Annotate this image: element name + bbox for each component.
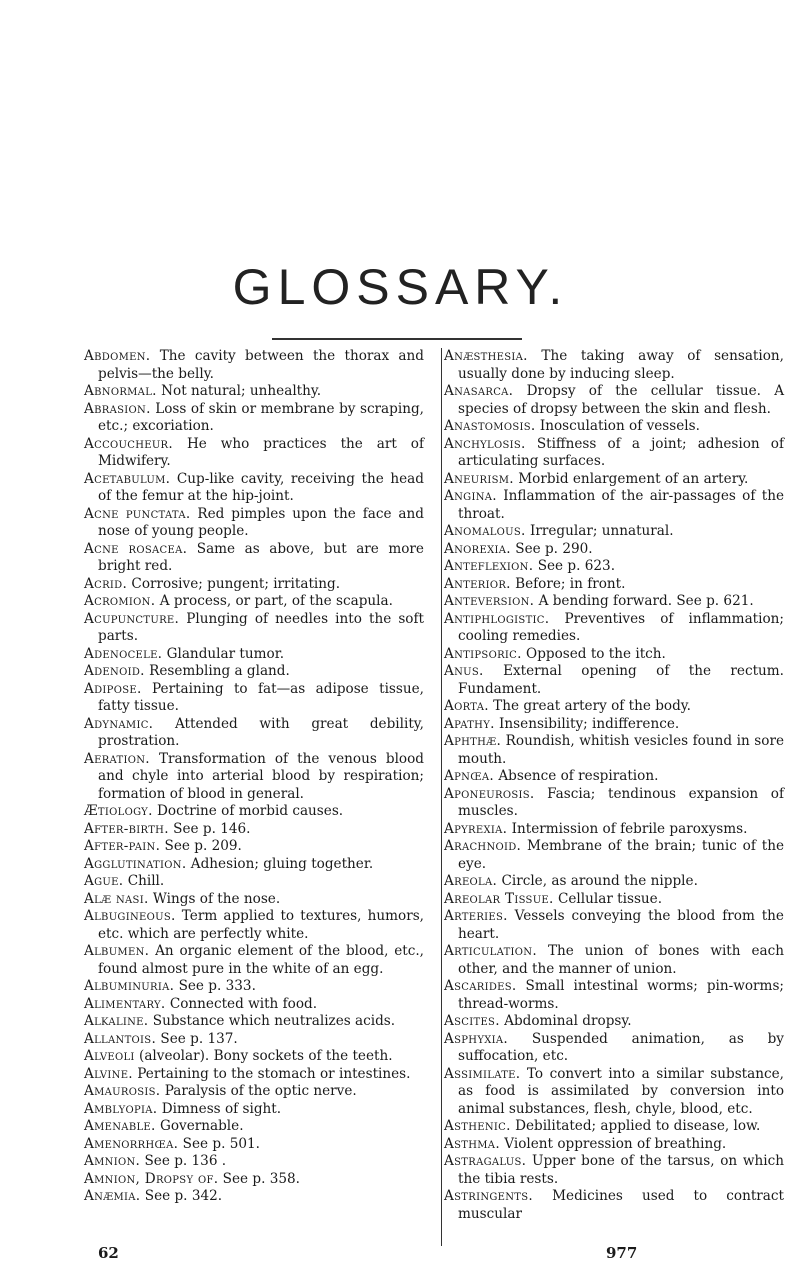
glossary-definition: To convert into a similar substance, as food is assimilated by conversion into animal substances, flesh, chyle, blood, etc. [458, 1065, 784, 1117]
glossary-definition: Opposed to the itch. [526, 645, 666, 662]
glossary-term: Albugineous. [84, 908, 176, 924]
glossary-entry [84, 471, 424, 506]
glossary-definition: Pertaining to fat—as adipose tissue, fatty tissue. [98, 680, 425, 714]
glossary-definition: Doctrine of morbid causes. [157, 803, 344, 819]
glossary-definition: Cellular tissue. [557, 890, 663, 907]
glossary-definition: The taking away of sensation, usually done by inducing sleep. [458, 348, 784, 382]
glossary-entry [84, 1031, 424, 1049]
glossary-definition: See p. 358. [222, 1170, 301, 1187]
glossary-entry [84, 891, 424, 909]
glossary-entry [444, 873, 784, 891]
glossary-definition: See p. 137. [160, 1030, 238, 1047]
glossary-term: Arteries. [444, 908, 508, 924]
glossary-entry [444, 1188, 784, 1223]
glossary-term: Apathy. [444, 715, 495, 732]
glossary-definition: Upper bone of the tarsus, on which the tibia rests. [458, 1153, 784, 1187]
glossary-term: Apyrexia. [444, 820, 508, 837]
glossary-definition: Transformation of the venous blood and chyle into arterial blood by respiration; formation of blood in general. [98, 750, 424, 802]
glossary-term: Anæsthesia. [444, 348, 528, 364]
glossary-entry [84, 821, 424, 839]
glossary-definition: Medicines used to contract muscular [458, 1188, 784, 1222]
glossary-entry [444, 611, 784, 646]
glossary-term: Anteversion. [444, 593, 535, 609]
glossary-term: Acrid. [84, 575, 128, 592]
glossary-term: Ague. [84, 873, 124, 889]
glossary-definition: See p. 623. [537, 558, 616, 574]
glossary-term: Ætiology. [84, 803, 153, 819]
glossary-term: Anus. [444, 663, 484, 679]
glossary-entry [84, 1083, 424, 1101]
glossary-definition: Irregular; unnatural. [530, 523, 674, 539]
glossary-definition: Wings of the nose. [152, 890, 281, 907]
glossary-entry [84, 646, 424, 664]
glossary-definition: Dropsy of the cellular tissue. A species of dropsy between the skin and flesh. [458, 383, 785, 417]
glossary-definition: External opening of the rectum. Fundament. [458, 663, 785, 697]
glossary-term: Amaurosis. [84, 1083, 161, 1099]
glossary-term: Asphyxia. [444, 1030, 509, 1047]
glossary-definition: Connected with food. [169, 995, 318, 1012]
glossary-entry [444, 576, 784, 594]
glossary-definition: A bending forward. See p. 621. [538, 593, 754, 609]
glossary-definition: Glandular tumor. [166, 645, 285, 662]
glossary-entry [84, 1153, 424, 1171]
glossary-entry [444, 698, 784, 716]
glossary-definition: Inflammation of the air-passages of the throat. [458, 488, 785, 522]
glossary-entry [444, 838, 784, 873]
glossary-definition: Circle, as around the nipple. [501, 873, 698, 889]
glossary-term: Areola. [444, 873, 498, 889]
glossary-definition: Attended with great debility, prostration. [98, 715, 424, 749]
glossary-definition: Loss of skin or membrane by scraping, etc.; excoriation. [98, 400, 424, 434]
glossary-entry [84, 1048, 424, 1066]
glossary-definition: See p. 290. [515, 540, 593, 557]
glossary-entry [444, 908, 784, 943]
glossary-term: Accoucheur. [84, 435, 173, 452]
glossary-entry [444, 716, 784, 734]
glossary-entry [84, 856, 424, 874]
glossary-term: Amnion. [84, 1153, 141, 1169]
glossary-term: Astragalus. [444, 1153, 527, 1169]
glossary-entry [84, 908, 424, 943]
glossary-term: Anteflexion. [444, 558, 534, 574]
glossary-entry [444, 1136, 784, 1154]
glossary-term: Anomalous. [444, 523, 526, 539]
page-number-right: 977 [606, 1244, 638, 1262]
glossary-term: Adynamic. [84, 715, 154, 732]
glossary-definition: Debilitated; applied to disease, low. [515, 1118, 761, 1134]
glossary-entry [444, 1031, 784, 1066]
glossary-term: Acne rosacea. [84, 540, 188, 557]
glossary-entry [84, 943, 424, 978]
glossary-entry [84, 803, 424, 821]
glossary-entry [84, 576, 424, 594]
glossary-definition: Suspended animation, as by suffocation, etc. [458, 1030, 784, 1064]
glossary-term: Aeration. [84, 750, 150, 767]
glossary-definition: See p. 342. [144, 1188, 223, 1204]
glossary-entry [84, 593, 424, 611]
glossary-term: Anasarca. [444, 383, 514, 399]
glossary-term: Assimilate. [444, 1065, 521, 1082]
glossary-term: Alimentary. [84, 995, 166, 1012]
glossary-definition: Substance which neutralizes acids. [152, 1013, 396, 1029]
glossary-term: Alveoli [84, 1048, 135, 1064]
glossary-entry [84, 978, 424, 996]
glossary-entry [84, 663, 424, 681]
glossary-entry [444, 1066, 784, 1119]
glossary-entry [84, 1013, 424, 1031]
glossary-term: Acromion. [84, 593, 156, 609]
glossary-term: Agglutination. [84, 855, 187, 872]
glossary-term: Acupuncture. [84, 610, 180, 627]
glossary-definition: Term applied to textures, humors, etc. which are perfectly white. [98, 908, 425, 942]
glossary-entry [444, 558, 784, 576]
glossary-entry [84, 348, 424, 383]
glossary-term: Acne punctata. [84, 505, 191, 522]
glossary-definition: Fascia; tendinous expansion of muscles. [458, 785, 784, 819]
glossary-entry [84, 436, 424, 471]
glossary-entry [444, 891, 784, 909]
glossary-definition: The union of bones with each other, and the manner of union. [458, 943, 784, 977]
glossary-entry [444, 436, 784, 471]
glossary-entry [444, 943, 784, 978]
glossary-term: Abrasion. [84, 400, 151, 417]
glossary-entry [84, 873, 424, 891]
glossary-entry [444, 383, 784, 418]
glossary-definition: See p. 146. [173, 820, 251, 837]
glossary-definition: Vessels conveying the blood from the heart. [458, 908, 784, 942]
glossary-term: Alæ nasi. [84, 890, 149, 907]
glossary-term: Asthma. [444, 1135, 500, 1152]
glossary-entry [84, 1118, 424, 1136]
glossary-definition: Chill. [127, 873, 165, 889]
glossary-term: Astringents. [444, 1188, 534, 1204]
glossary-definition: The great artery of the body. [493, 698, 692, 714]
glossary-term: Antiphlogistic. [444, 610, 550, 627]
glossary-definition: Corrosive; pungent; irritating. [131, 575, 341, 592]
glossary-term: Ascarides. [444, 978, 517, 994]
glossary-definition: Pertaining to the stomach or intestines. [137, 1065, 411, 1082]
glossary-term: Arachnoid. [444, 838, 522, 854]
glossary-definition: Preventives of inflammation; cooling remedies. [458, 610, 784, 644]
glossary-term: Articulation. [444, 943, 537, 959]
glossary-entry [444, 593, 784, 611]
glossary-entry [84, 1188, 424, 1206]
glossary-definition: See p. 136 . [144, 1153, 227, 1169]
glossary-term: Allantois. [84, 1030, 157, 1047]
glossary-term: Apnœa. [444, 768, 495, 784]
glossary-term: After-birth. [84, 820, 169, 837]
glossary-term: Antipsoric. [444, 645, 522, 662]
glossary-term: Anterior. [444, 575, 511, 592]
glossary-entry [84, 506, 424, 541]
glossary-term: Amenorrhœa. [84, 1135, 179, 1152]
glossary-definition: Roundish, whitish vesicles found in sore mouth. [458, 733, 784, 767]
glossary-term: Adenoid. [84, 663, 145, 679]
glossary-term: Amblyopia. [84, 1100, 158, 1117]
glossary-entry [84, 751, 424, 804]
glossary-definition: Inosculation of vessels. [539, 418, 700, 434]
glossary-term: Anorexia. [444, 540, 511, 557]
glossary-entry [444, 768, 784, 786]
glossary-term: Albumen. [84, 943, 150, 959]
glossary-term: Anchylosis. [444, 435, 526, 452]
glossary-definition: An organic element of the blood, etc., found almost pure in the white of an egg. [98, 943, 424, 977]
glossary-definition: A process, or part, of the scapula. [159, 593, 393, 609]
glossary-definition: Violent oppression of breathing. [504, 1135, 727, 1152]
glossary-term: Ascites. [444, 1013, 500, 1029]
glossary-column-left [84, 348, 424, 1206]
glossary-term: Amnion, Dropsy of. [84, 1170, 219, 1187]
glossary-term: Alkaline. [84, 1013, 149, 1029]
glossary-term: Aphthæ. [444, 733, 502, 749]
glossary-entry [84, 681, 424, 716]
glossary-entry [84, 838, 424, 856]
glossary-term: Abdomen. [84, 348, 151, 364]
glossary-definition: The cavity between the thorax and pelvis—the belly. [98, 348, 424, 382]
glossary-definition: Governable. [159, 1118, 244, 1134]
glossary-entry [84, 716, 424, 751]
glossary-term: After-pain. [84, 838, 161, 854]
glossary-definition: He who practices the art of Midwifery. [98, 435, 424, 469]
glossary-definition: Intermission of febrile paroxysms. [511, 820, 748, 837]
glossary-entry [444, 733, 784, 768]
glossary-entry [84, 1136, 424, 1154]
glossary-definition: Paralysis of the optic nerve. [164, 1083, 357, 1099]
glossary-definition: See p. 209. [164, 838, 242, 854]
glossary-definition: Morbid enlargement of an artery. [518, 470, 749, 487]
glossary-entry [84, 1101, 424, 1119]
glossary-definition: Insensibility; indifference. [499, 715, 680, 732]
glossary-entry [444, 541, 784, 559]
glossary-definition: Dimness of sight. [161, 1100, 282, 1117]
title-rule [272, 338, 522, 340]
glossary-definition: Membrane of the brain; tunic of the eye. [458, 838, 784, 872]
glossary-entry [84, 541, 424, 576]
glossary-term: Albuminuria. [84, 978, 175, 994]
glossary-definition: Resembling a gland. [149, 663, 290, 679]
glossary-term: Asthenic. [444, 1118, 511, 1134]
glossary-entry [444, 488, 784, 523]
glossary-entry [84, 1066, 424, 1084]
glossary-entry [84, 401, 424, 436]
glossary-term: Alvine. [84, 1065, 133, 1082]
glossary-definition: Abdominal dropsy. [504, 1013, 632, 1029]
glossary-entry [444, 471, 784, 489]
glossary-entry [444, 978, 784, 1013]
glossary-definition: Small intestinal worms; pin-worms; thread-worms. [458, 978, 785, 1012]
glossary-term: Aponeurosis. [444, 785, 535, 802]
glossary-entry [444, 1118, 784, 1136]
glossary-definition: Not natural; unhealthy. [161, 383, 322, 399]
glossary-entry [444, 646, 784, 664]
glossary-definition: Red pimples upon the face and nose of young people. [98, 505, 424, 539]
glossary-definition: Before; in front. [515, 575, 626, 592]
glossary-entry [444, 348, 784, 383]
glossary-definition: See p. 333. [178, 978, 256, 994]
glossary-entry [84, 1171, 424, 1189]
glossary-definition: Cup-like cavity, receiving the head of the femur at the hip-joint. [98, 470, 424, 504]
glossary-entry [84, 611, 424, 646]
glossary-definition: Absence of respiration. [498, 768, 659, 784]
glossary-term: Adenocele. [84, 645, 163, 662]
glossary-entry [444, 1013, 784, 1031]
glossary-term: Areolar Tissue. [444, 890, 554, 907]
glossary-term: Aorta. [444, 698, 489, 714]
glossary-definition: See p. 501. [182, 1135, 260, 1152]
glossary-entry [84, 996, 424, 1014]
glossary-definition: (alveolar). Bony sockets of the teeth. [139, 1048, 393, 1064]
glossary-entry [444, 663, 784, 698]
glossary-definition: Same as above, but are more bright red. [98, 540, 424, 574]
glossary-term: Adipose. [84, 680, 142, 697]
glossary-term: Acetabulum. [84, 470, 171, 487]
glossary-entry [444, 786, 784, 821]
glossary-entry [444, 821, 784, 839]
glossary-entry [444, 1153, 784, 1188]
glossary-entry [84, 383, 424, 401]
page-title: GLOSSARY. [232, 259, 569, 315]
glossary-definition: Stiffness of a joint; adhesion of articulating surfaces. [458, 435, 785, 469]
glossary-term: Anastomosis. [444, 418, 536, 434]
glossary-entry [444, 523, 784, 541]
glossary-term: Abnormal. [84, 383, 157, 399]
glossary-definition: Plunging of needles into the soft parts. [98, 610, 424, 644]
glossary-definition: Adhesion; gluing together. [190, 855, 374, 872]
glossary-entry [444, 418, 784, 436]
glossary-term: Angina. [444, 488, 497, 504]
page-number-left: 62 [98, 1244, 119, 1262]
glossary-column-right [441, 348, 784, 1246]
glossary-term: Aneurism. [444, 470, 514, 487]
glossary-term: Anæmia. [84, 1188, 141, 1204]
glossary-term: Amenable. [84, 1118, 156, 1134]
